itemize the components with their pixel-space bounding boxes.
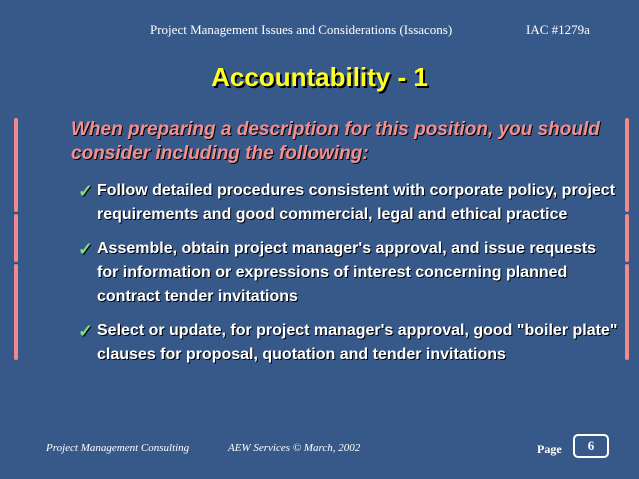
checkmark-icon: ✓: [78, 239, 94, 259]
footer-copyright: AEW Services © March, 2002: [228, 442, 361, 454]
page-label: Page: [537, 442, 562, 456]
bullet-item: [78, 179, 618, 227]
page-number-box: 6: [573, 434, 609, 458]
right-decorative-bar-bottom: [625, 264, 629, 360]
course-code: IAC #1279a: [526, 22, 590, 37]
course-title: Project Management Issues and Considerations (Issacons): [150, 22, 453, 37]
left-decorative-bar-bottom: [14, 264, 18, 360]
right-decorative-bar-middle: [625, 214, 629, 262]
bullet-list: [78, 179, 618, 377]
bullet-item: [78, 319, 618, 367]
intro-text: When preparing a description for this position, you should consider including the following:: [71, 119, 600, 164]
footer-organization: Project Management Consulting: [46, 442, 190, 454]
bullet-text: Select or update, for project manager's approval, good "boiler plate" clauses for proposal, quotation and tender invitations: [97, 322, 618, 363]
checkmark-icon: ✓: [78, 321, 94, 341]
checkmark-icon: ✓: [78, 181, 94, 201]
slide-title: Accountability - 1: [211, 62, 428, 92]
left-decorative-bar-middle: [14, 214, 18, 262]
bullet-text: Follow detailed procedures consistent with corporate policy, project requirements and good commercial, legal and ethical practice: [97, 182, 616, 223]
left-decorative-bar-top: [14, 118, 18, 212]
bullet-text: Assemble, obtain project manager's approval, and issue requests for information or expressions of interest concerning planned contract tender invitations: [97, 240, 597, 305]
bullet-item: [78, 237, 618, 309]
right-decorative-bar-top: [625, 118, 629, 212]
